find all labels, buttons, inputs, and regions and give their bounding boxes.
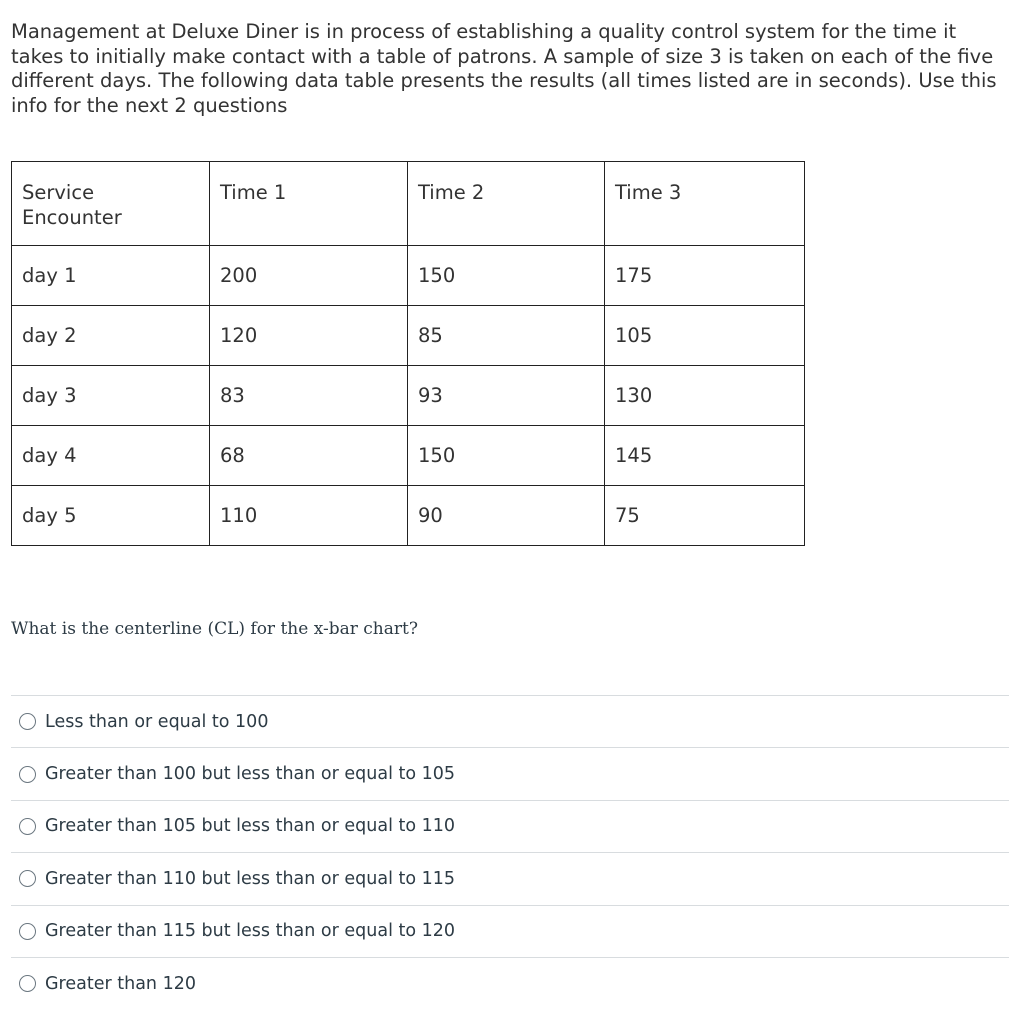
answer-option[interactable] [11,905,1009,957]
radio-button[interactable] [19,713,36,730]
table-cell: 75 [605,486,805,546]
radio-button[interactable] [19,975,36,992]
table-cell: 175 [605,246,805,306]
question-text: What is the centerline (CL) for the x-bar chart? [11,619,418,639]
table-cell: 93 [408,366,605,426]
table-cell: 85 [408,306,605,366]
answer-label[interactable]: Less than or equal to 100 [45,711,269,732]
radio-button[interactable] [19,766,36,783]
data-table [11,161,805,546]
table-cell: 200 [210,246,408,306]
table-cell: 105 [605,306,805,366]
answer-list [11,695,1009,1009]
table-cell: 68 [210,426,408,486]
table-cell: day 1 [12,246,210,306]
table-cell: 130 [605,366,805,426]
answer-option[interactable] [11,852,1009,904]
table-header-row [12,162,805,246]
table-row [12,246,805,306]
answer-label[interactable]: Greater than 120 [45,973,196,994]
intro-paragraph: Management at Deluxe Diner is in process of establishing a quality control system for the time it takes to initially make contact with a table of patrons. A sample of size 3 is taken on each of the five different days. The following data table presents the results (all times listed are in seconds). Use this info for the next 2 questions [11,20,997,117]
table-cell: 90 [408,486,605,546]
table-row [12,426,805,486]
answer-option[interactable] [11,957,1009,1009]
table-cell: 145 [605,426,805,486]
header-time-3: Time 3 [605,162,805,246]
header-time-1: Time 1 [210,162,408,246]
table-cell: 120 [210,306,408,366]
table-row [12,366,805,426]
answer-option[interactable] [11,695,1009,747]
radio-button[interactable] [19,923,36,940]
header-service-encounter: Service Encounter [12,162,210,246]
answer-label[interactable]: Greater than 100 but less than or equal to 105 [45,764,456,785]
table-cell: 83 [210,366,408,426]
table-cell: 150 [408,246,605,306]
answer-label[interactable]: Greater than 115 but less than or equal to 120 [45,921,456,942]
answer-option[interactable] [11,747,1009,799]
radio-button[interactable] [19,870,36,887]
answer-option[interactable] [11,800,1009,852]
table-cell: day 2 [12,306,210,366]
table-cell: day 4 [12,426,210,486]
answer-label[interactable]: Greater than 105 but less than or equal to 110 [45,816,456,837]
table-cell: 110 [210,486,408,546]
table-cell: day 3 [12,366,210,426]
answer-label[interactable]: Greater than 110 but less than or equal to 115 [45,868,456,889]
table-row [12,306,805,366]
radio-button[interactable] [19,818,36,835]
table-cell: 150 [408,426,605,486]
table-cell: day 5 [12,486,210,546]
header-time-2: Time 2 [408,162,605,246]
table-row [12,486,805,546]
